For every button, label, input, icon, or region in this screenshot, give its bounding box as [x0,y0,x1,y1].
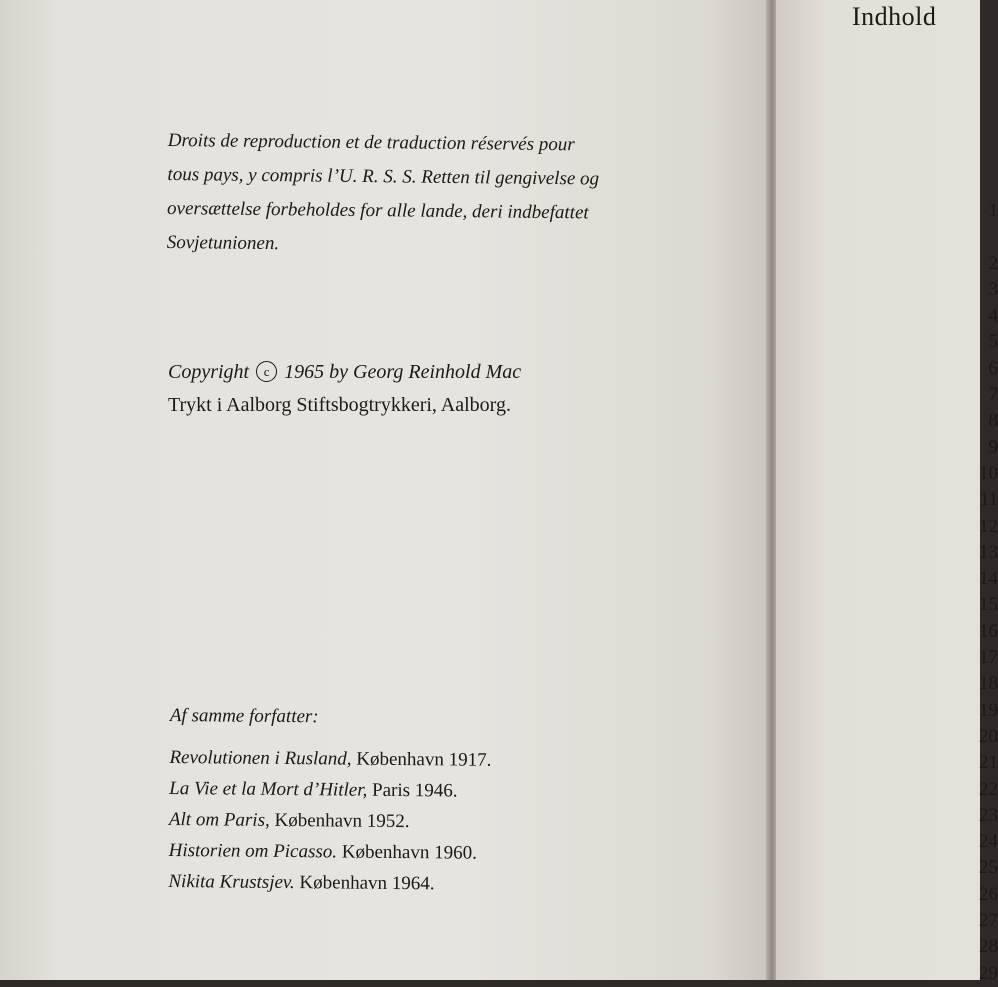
work-entry [169,835,689,871]
work-entry [169,773,689,809]
toc-chapter-number: 9 [988,436,998,458]
toc-chapter-number: 21 [979,752,998,774]
toc-chapter-number: 28 [979,936,998,958]
toc-chapter-number: 14 [979,568,998,590]
toc-chapter-number: 2 [988,252,998,274]
printer-line: Trykt i Aalborg Stiftsbogtrykkeri, Aalborg. [168,394,511,416]
toc-chapter-number: 29 [979,962,998,984]
toc-chapter-number: 8 [988,410,998,432]
rights-notice [167,124,728,266]
toc-chapter-numbers [938,198,998,987]
work-place: København 1917. [351,748,492,771]
toc-chapter-number: 13 [979,541,998,563]
copyright-symbol: c [256,361,277,382]
work-title: Revolutionen i Rusland, [169,746,352,770]
toc-chapter-number: 27 [979,910,998,932]
work-entry [169,742,689,778]
toc-chapter-number: 4 [988,305,998,327]
toc-chapter-number: 11 [979,489,998,511]
rights-line: Droits de reproduction et de traduction réservés pour [167,129,575,156]
toc-chapter-number: 3 [988,278,998,300]
other-works-heading: Af samme forfatter: [169,704,319,728]
work-entry [168,866,688,902]
rights-line: Sovjetunionen. [166,231,280,255]
toc-chapter-number: 10 [979,462,998,484]
copyright-block [168,356,688,422]
other-works [168,700,690,902]
toc-chapter-number: 23 [979,804,998,826]
toc-chapter-number: 20 [979,725,998,747]
work-title: Alt om Paris, [168,808,270,831]
toc-chapter-number: 5 [988,331,998,353]
work-place: København 1964. [294,872,435,895]
toc-chapter-number: 22 [979,778,998,800]
toc-title: Indhold [852,2,937,31]
toc-chapter-number: 7 [988,384,998,406]
work-place: København 1952. [269,809,410,833]
rights-line: tous pays, y compris l’U. R. S. S. Retten til gengivelse og [167,163,600,190]
toc-chapter-number: 1 [988,200,998,221]
copyright-holder: 1965 by Georg Reinhold Mac [284,361,522,383]
work-entry [169,804,689,840]
toc-chapter-number: 6 [988,357,998,379]
toc-chapter-number: 26 [979,883,998,905]
toc-chapter-number: 16 [979,620,998,642]
work-place: Paris 1946. [367,779,458,802]
work-title: Nikita Krustsjev. [168,870,295,894]
copyright-prefix: Copyright [168,361,250,383]
work-title: La Vie et la Mort d’Hitler, [169,777,368,801]
toc-chapter-number: 15 [979,594,998,616]
copyright-line [168,356,688,389]
work-place: København 1960. [336,841,477,864]
toc-chapter-number: 17 [979,647,998,669]
toc-chapter-number: 25 [979,857,998,879]
toc-chapter-number: 18 [979,673,998,695]
rights-line: oversættelse forbeholdes for alle lande, deri indbefattet [167,197,589,224]
toc-chapter-number: 19 [979,699,998,721]
work-title: Historien om Picasso. [168,839,338,863]
toc-chapter-number: 24 [979,831,998,853]
toc-chapter-number: 12 [979,515,998,537]
toc-chapter-number [938,224,998,250]
